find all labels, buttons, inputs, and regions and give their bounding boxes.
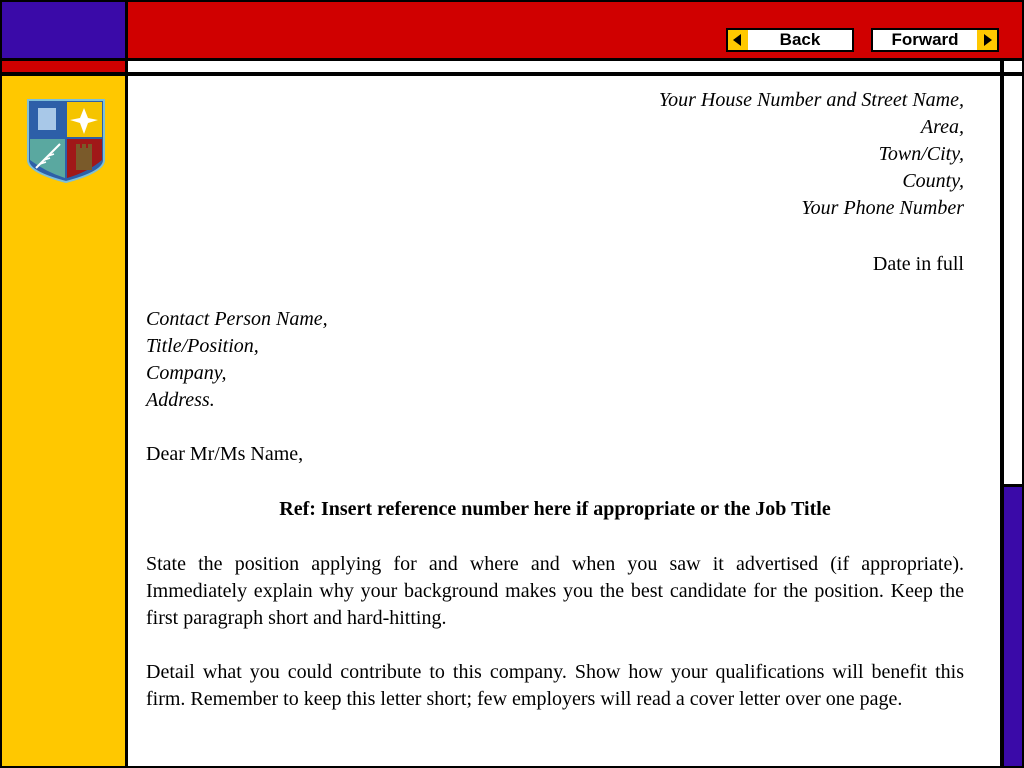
top-left-block (2, 2, 125, 58)
content-top-strip (128, 61, 1000, 72)
scroll-rail[interactable] (1004, 76, 1022, 484)
scroll-thumb[interactable] (1004, 487, 1022, 766)
sender-address-line: Area, (920, 116, 964, 138)
salutation: Dear Mr/Ms Name, (146, 443, 304, 465)
back-button[interactable] (726, 28, 854, 52)
paragraph-2: Detail what you could contribute to this company. Show how your qualifications will benefit this firm. Remember to keep this letter short; few employers will read a cover letter over one page. (146, 661, 964, 710)
sender-address (146, 87, 964, 222)
sender-address-line: County, (902, 170, 964, 192)
reference-line: Ref: Insert reference number here if appropriate or the Job Title (279, 498, 831, 520)
recipient-address (146, 306, 964, 414)
sender-address-line: Your Phone Number (801, 197, 964, 219)
rail-top-strip (1004, 61, 1022, 72)
left-strip (2, 61, 125, 72)
recipient-address-line: Address. (146, 389, 215, 411)
back-button-label: Back (779, 30, 821, 49)
header-bar (128, 2, 1022, 58)
letter-date: Date in full (872, 253, 964, 275)
arrow-left-icon (728, 30, 748, 50)
recipient-address-line: Contact Person Name, (146, 308, 328, 330)
paragraph-1: State the position applying for and where and when you saw it advertised (if appropriate). Immediately explain why your background makes you the best candidate for the position. Keep the first paragraph short and hard-hitting. (146, 553, 964, 629)
recipient-address-line: Title/Position, (146, 335, 259, 357)
sender-address-line: Town/City, (878, 143, 964, 165)
crest-logo (26, 98, 106, 184)
arrow-right-icon (977, 30, 997, 50)
forward-button[interactable] (871, 28, 999, 52)
recipient-address-line: Company, (146, 362, 227, 384)
forward-button-label: Forward (891, 30, 959, 49)
sender-address-line: Your House Number and Street Name, (658, 89, 964, 111)
